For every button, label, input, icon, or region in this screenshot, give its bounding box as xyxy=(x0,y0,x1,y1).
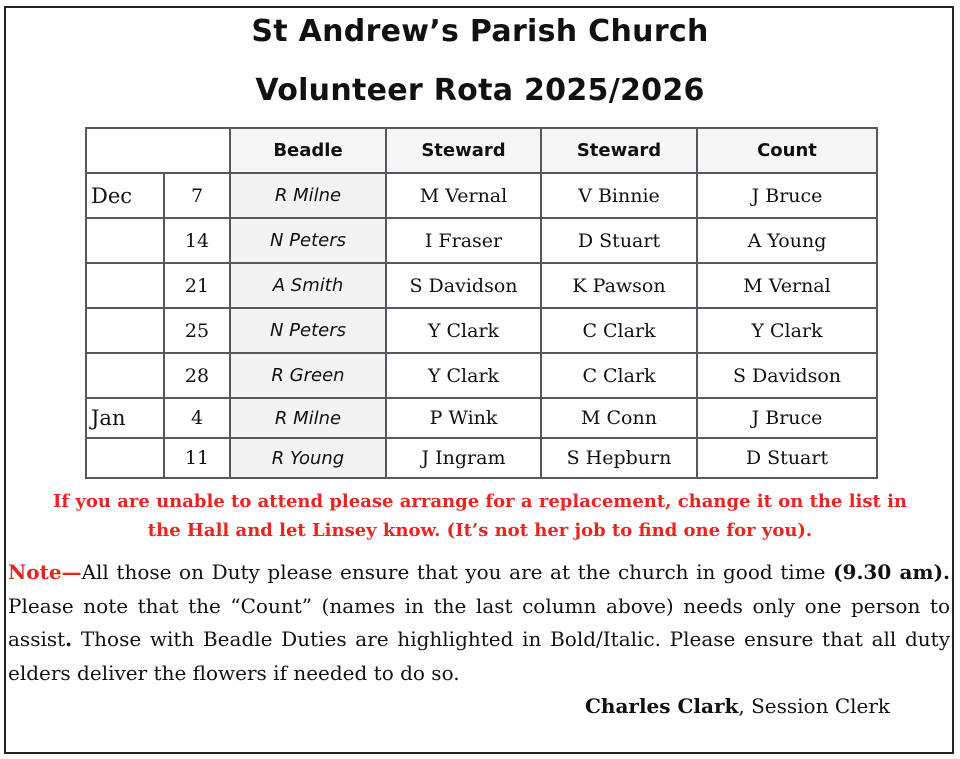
steward-cell: P Wink xyxy=(386,398,541,438)
table-row xyxy=(86,218,877,263)
count-cell: J Bruce xyxy=(697,173,877,218)
table-row xyxy=(86,173,877,218)
column-header: Steward xyxy=(386,128,541,173)
steward-cell: C Clark xyxy=(541,308,697,353)
steward-cell: S Davidson xyxy=(386,263,541,308)
steward-cell: Y Clark xyxy=(386,308,541,353)
beadle-cell: R Green xyxy=(230,353,386,398)
month-cell xyxy=(86,438,164,478)
day-cell: 14 xyxy=(164,218,230,263)
month-cell: Jan xyxy=(86,398,164,438)
table-header-row xyxy=(86,128,877,173)
count-cell: D Stuart xyxy=(697,438,877,478)
note-time: (9.30 am). xyxy=(833,560,950,584)
count-cell: J Bruce xyxy=(697,398,877,438)
count-cell: S Davidson xyxy=(697,353,877,398)
steward-cell: M Vernal xyxy=(386,173,541,218)
signature-name: Charles Clark xyxy=(585,694,739,718)
column-header: Beadle xyxy=(230,128,386,173)
table-row xyxy=(86,263,877,308)
steward-cell: V Binnie xyxy=(541,173,697,218)
day-cell: 28 xyxy=(164,353,230,398)
day-cell: 11 xyxy=(164,438,230,478)
month-cell: Dec xyxy=(86,173,164,218)
day-cell: 7 xyxy=(164,173,230,218)
header-blank-cell xyxy=(86,128,230,173)
table-row xyxy=(86,398,877,438)
table-row xyxy=(86,438,877,478)
note-dot: . xyxy=(65,627,73,651)
day-cell: 4 xyxy=(164,398,230,438)
day-cell: 25 xyxy=(164,308,230,353)
steward-cell: I Fraser xyxy=(386,218,541,263)
signature xyxy=(585,690,890,723)
count-cell: M Vernal xyxy=(697,263,877,308)
steward-cell: J Ingram xyxy=(386,438,541,478)
month-cell xyxy=(86,218,164,263)
beadle-cell: R Milne xyxy=(230,173,386,218)
rota-table xyxy=(85,127,878,479)
column-header: Steward xyxy=(541,128,697,173)
beadle-cell: R Young xyxy=(230,438,386,478)
note-text: Those with Beadle Duties are highlighted in Bold/Italic. Please ensure that all duty elders deliver the flowers if needed to do so. xyxy=(8,627,950,685)
replacement-warning xyxy=(12,487,948,545)
warning-line: the Hall and let Linsey know. (It’s not her job to find one for you). xyxy=(147,520,813,541)
day-cell: 21 xyxy=(164,263,230,308)
beadle-cell: A Smith xyxy=(230,263,386,308)
steward-cell: D Stuart xyxy=(541,218,697,263)
steward-cell: Y Clark xyxy=(386,353,541,398)
steward-cell: C Clark xyxy=(541,353,697,398)
beadle-cell: N Peters xyxy=(230,308,386,353)
note-label: Note— xyxy=(8,560,82,584)
signature-role: , Session Clerk xyxy=(738,694,891,718)
note-text: All those on Duty please ensure that you are at the church in good time xyxy=(81,560,834,584)
column-header: Count xyxy=(697,128,877,173)
steward-cell: K Pawson xyxy=(541,263,697,308)
table-row xyxy=(86,308,877,353)
month-cell xyxy=(86,353,164,398)
steward-cell: S Hepburn xyxy=(541,438,697,478)
warning-line: If you are unable to attend please arrange for a replacement, change it on the list in xyxy=(52,491,908,512)
beadle-cell: N Peters xyxy=(230,218,386,263)
page-subtitle: Volunteer Rota 2025/2026 xyxy=(255,73,705,108)
month-cell xyxy=(86,263,164,308)
note-text: Please note that the “Count” (names in the last column above) needs only one person to assist xyxy=(8,593,950,651)
month-cell xyxy=(86,308,164,353)
count-cell: A Young xyxy=(697,218,877,263)
steward-cell: M Conn xyxy=(541,398,697,438)
duty-note xyxy=(8,556,950,690)
table-row xyxy=(86,353,877,398)
beadle-cell: R Milne xyxy=(230,398,386,438)
count-cell: Y Clark xyxy=(697,308,877,353)
page-title: St Andrew’s Parish Church xyxy=(251,14,709,49)
